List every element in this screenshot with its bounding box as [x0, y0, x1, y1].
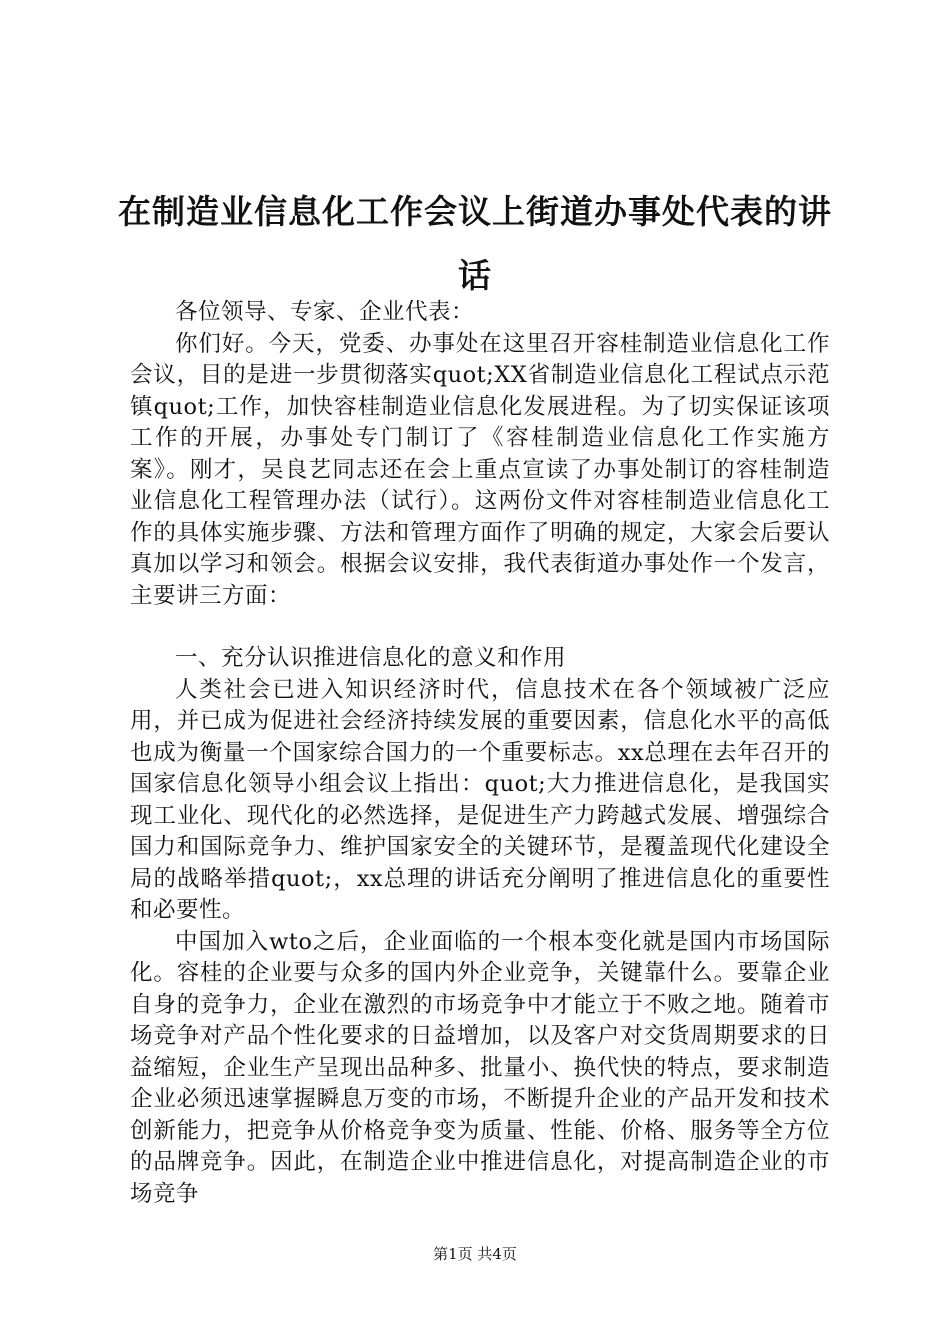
salutation-paragraph: 各位领导、专家、企业代表：	[175, 299, 475, 325]
document-title: 在制造业信息化工作会议上街道办事处代表的讲话	[118, 192, 832, 295]
document-body	[130, 297, 830, 1210]
page-number-footer: 第1页 共4页	[433, 1245, 517, 1263]
section-heading: 一、充分认识推进信息化的意义和作用	[175, 645, 567, 671]
body-paragraph: 你们好。今天，党委、办事处在这里召开容桂制造业信息化工作会议，目的是进一步贯彻落实quot;XX省制造业信息化工程试点示范镇quot;工作，加快容桂制造业信息化发展进程。为了切实保证该项工作的开展，办事处专门制订了《容桂制造业信息化工作实施方案》。刚才，吴良艺同志还在会上重点宣读了办事处制订的容桂制造业信息化工程管理办法（试行）。这两份文件对容桂制造业信息化工作的具体实施步骤、方法和管理方面作了明确的规定，大家会后要认真加以学习和领会。根据会议安排，我代表街道办事处作一个发言，主要讲三方面：	[130, 330, 830, 609]
body-paragraph: 人类社会已进入知识经济时代，信息技术在各个领域被广泛应用，并已成为促进社会经济持续发展的重要因素，信息化水平的高低也成为衡量一个国家综合国力的一个重要标志。xx总理在去年召开的国家信息化领导小组会议上指出：quot;大力推进信息化，是我国实现工业化、现代化的必然选择，是促进生产力跨越式发展、增强综合国力和国际竞争力、维护国家安全的关键环节，是覆盖现代化建设全局的战略举措quot;，xx总理的讲话充分阐明了推进信息化的重要性和必要性。	[130, 676, 830, 923]
body-paragraph: 中国加入wto之后，企业面临的一个根本变化就是国内市场国际化。容桂的企业要与众多的国内外企业竞争，关键靠什么。要靠企业自身的竞争力，企业在激烈的市场竞争中才能立于不败之地。随着市场竞争对产品个性化要求的日益增加，以及客户对交货周期要求的日益缩短，企业生产呈现出品种多、批量小、换代快的特点，要求制造企业必须迅速掌握瞬息万变的市场，不断提升企业的产品开发和技术创新能力，把竞争从价格竞争变为质量、性能、价格、服务等全方位的品牌竞争。因此，在制造企业中推进信息化，对提高制造企业的市场竞争	[130, 928, 830, 1207]
